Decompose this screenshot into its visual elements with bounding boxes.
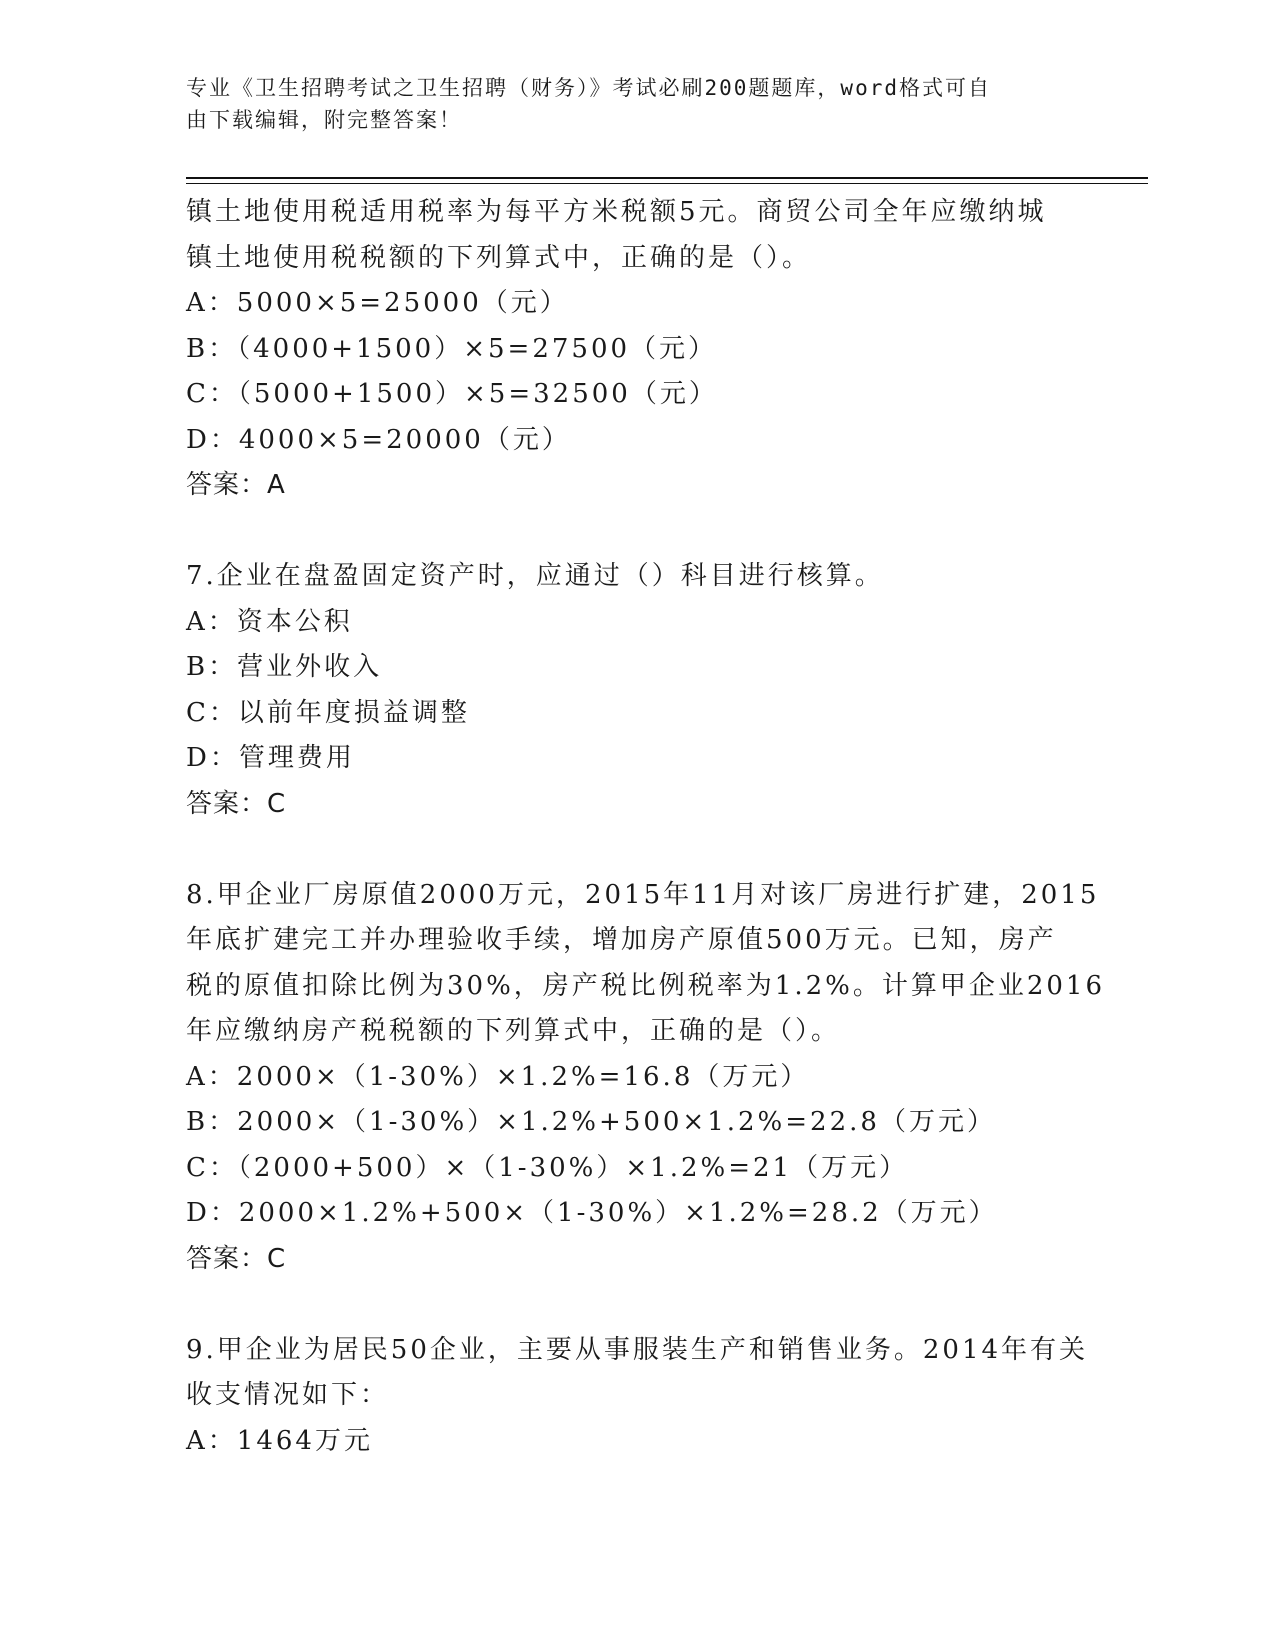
header-line-2: 由下载编辑，附完整答案！ bbox=[186, 108, 462, 132]
question-8 bbox=[186, 873, 1106, 1283]
question-stem: 9.甲企业为居民50企业，主要从事服装生产和销售业务。2014年有关 bbox=[186, 1334, 1089, 1365]
answer-line: 答案：C bbox=[186, 788, 287, 819]
question-stem: 年底扩建完工并办理验收手续，增加房产原值500万元。已知，房产 bbox=[186, 925, 1057, 955]
answer-line: 答案：C bbox=[186, 1243, 287, 1274]
spacer bbox=[186, 509, 1106, 555]
option-a: A：1464万元 bbox=[186, 1425, 373, 1456]
option-a: A：资本公积 bbox=[186, 606, 353, 637]
option-b: B：2000×（1-30%）×1.2%+500×1.2%=22.8（万元） bbox=[186, 1107, 996, 1137]
question-stem: 镇土地使用税税额的下列算式中，正确的是（）。 bbox=[186, 242, 812, 273]
question-stem: 年应缴纳房产税税额的下列算式中，正确的是（）。 bbox=[186, 1016, 841, 1046]
option-c: C：（5000+1500）×5=32500（元） bbox=[186, 379, 718, 409]
question-7 bbox=[186, 554, 1106, 827]
question-stem: 8.甲企业厂房原值2000万元，2015年11月对该厂房进行扩建，2015 bbox=[186, 879, 1100, 910]
question-stem: 7.企业在盘盈固定资产时，应通过（）科目进行核算。 bbox=[186, 561, 884, 591]
option-c: C：以前年度损益调整 bbox=[186, 697, 470, 728]
spacer bbox=[186, 827, 1106, 873]
header-divider-thin bbox=[186, 183, 1148, 184]
question-6 bbox=[186, 190, 1106, 509]
option-a: A：2000×（1-30%）×1.2%=16.8（万元） bbox=[186, 1061, 810, 1092]
question-stem: 收支情况如下： bbox=[186, 1380, 390, 1410]
option-b: B：营业外收入 bbox=[186, 652, 383, 682]
question-9 bbox=[186, 1328, 1106, 1465]
spacer bbox=[186, 1282, 1106, 1328]
document-header bbox=[186, 72, 1066, 136]
question-stem: 税的原值扣除比例为30%，房产税比例税率为1.2%。计算甲企业2016 bbox=[186, 970, 1106, 1001]
option-d: D：4000×5=20000（元） bbox=[186, 424, 571, 455]
option-d: D：管理费用 bbox=[186, 743, 355, 773]
option-c: C：（2000+500）×（1-30%）×1.2%=21（万元） bbox=[186, 1152, 909, 1183]
answer-line: 答案：A bbox=[186, 470, 286, 500]
option-a: A：5000×5=25000（元） bbox=[186, 288, 569, 318]
header-divider-thick bbox=[186, 177, 1148, 179]
option-d: D：2000×1.2%+500×（1-30%）×1.2%=28.2（万元） bbox=[186, 1198, 998, 1228]
question-list bbox=[186, 190, 1106, 1464]
question-stem: 镇土地使用税适用税率为每平方米税额5元。商贸公司全年应缴纳城 bbox=[186, 197, 1047, 227]
header-line-1: 专业《卫生招聘考试之卫生招聘（财务）》考试必刷200题题库，word格式可自 bbox=[186, 76, 991, 100]
option-b: B：（4000+1500）×5=27500（元） bbox=[186, 333, 718, 364]
